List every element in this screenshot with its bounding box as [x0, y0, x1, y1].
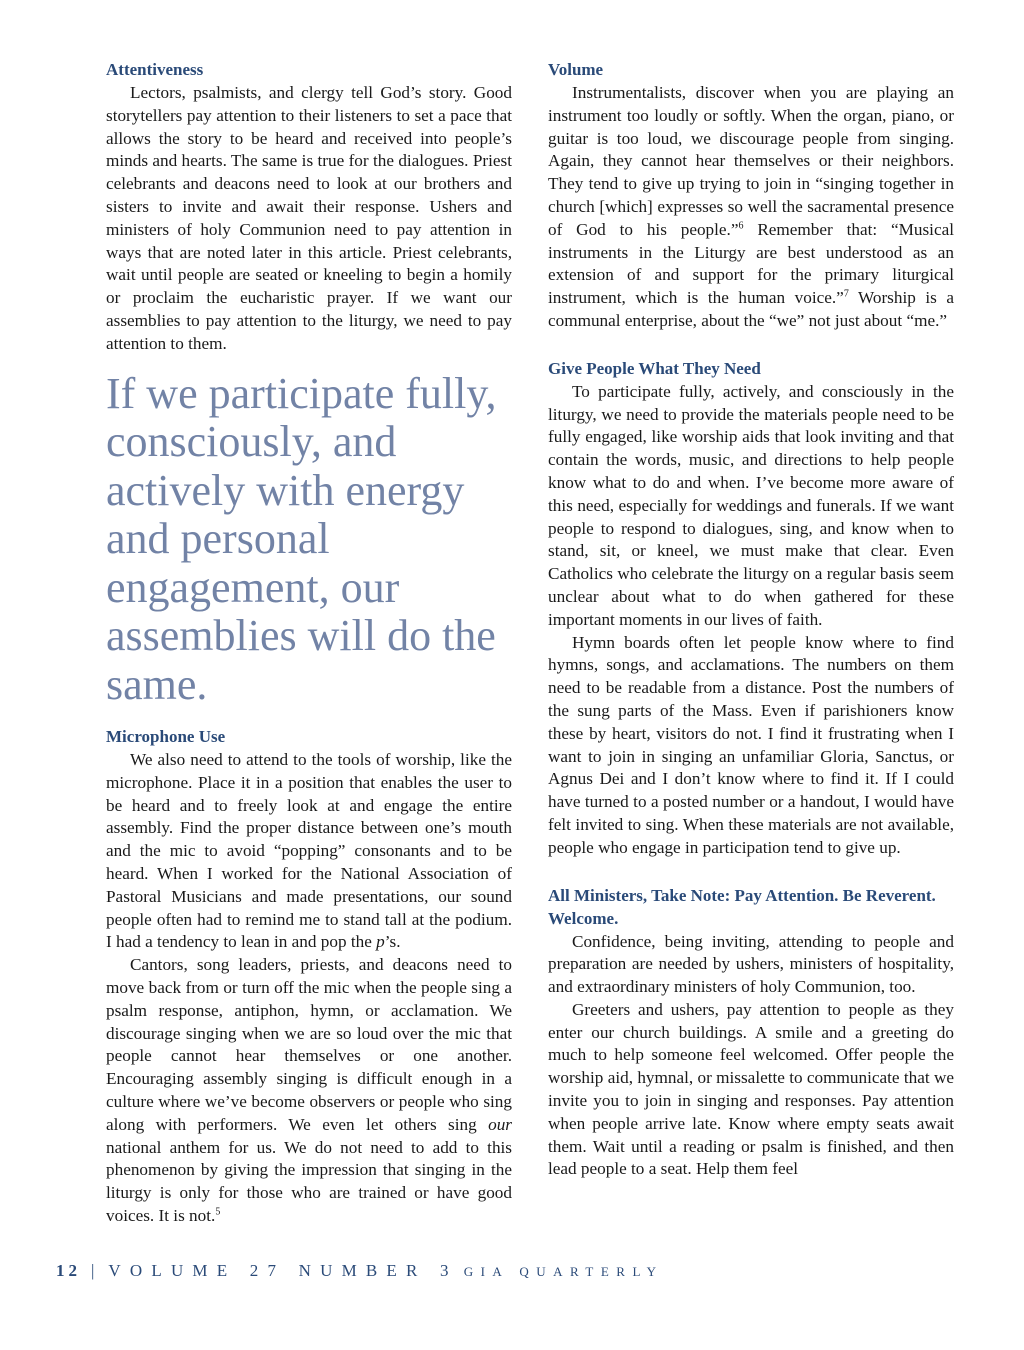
ministers-paragraph-2: Greeters and ushers, pay attention to people as they enter our church buildings. A smile and a greeting do much to help someone feel welcomed. Offer people the worship aid, hymnal, or missalette to communicate that we invite you to join in singing and responses. Pay attention when people arrive late. Know where empty seats await them. Wait until a reading or psalm is finished, and then lead people to a seat. Help them feel	[548, 999, 954, 1179]
footnote-ref: 6	[738, 220, 744, 232]
attentiveness-paragraph: Lectors, psalmists, and clergy tell God’s story. Good storytellers pay attention to their listeners to set a pace that allows the story to be heard and received into people’s minds and hearts. The same is true for the dialogues. Priest celebrants and deacons need to look at our brothers and sisters to invite and await their response. Ushers and ministers of holy Communion need to pay attention in ways that are noted later in this article. Priest celebrants, wait until people are seated or kneeling to begin a homily or proclaim the eucharistic prayer. If we want our assemblies to pay attention to the liturgy, we need to pay attention to them.	[106, 83, 512, 353]
footnote-ref: 5	[215, 1206, 221, 1218]
give-people-paragraph-2: Hymn boards often let people know where to find hymns, songs, and acclamations. The numbers on them need to be readable from a distance. Post the numbers of the sung parts of the Mass. Even if parishioners know these by heart, visitors do not. I find it frustrating when I want to join in singing an unfamiliar Gloria, Sanctus, or Agnus Dei and I don’t know where to find it. If I could have turned to a posted number or a handout, I would have felt invited to sing. When these materials are not available, people who engage in participation tend to give up.	[548, 632, 954, 857]
heading-volume: Volume	[548, 60, 604, 79]
left-column	[106, 58, 512, 1228]
heading-give-people: Give People What They Need	[548, 358, 761, 378]
pull-quote: If we participate fully, consciously, and actively with energy and personal engagement, our assemblies will do the same.	[106, 368, 497, 709]
heading-ministers: All Ministers, Take Note: Pay Attention. Be Reverent. Welcome.	[548, 885, 936, 928]
volume-issue: VOLUME 27 NUMBER 3	[108, 1261, 458, 1280]
page-footer	[56, 1261, 663, 1281]
page-number: 12	[56, 1261, 81, 1280]
give-people-paragraph-1: To participate fully, actively, and consciously in the liturgy, we need to provide the materials people need to be fully engaged, like worship aids that look inviting and that contain the words, music, and directions to help people know what to do and when. I’ve become more aware of this need, especially for weddings and funerals. If we want people to respond to dialogues, sing, and know when to stand, sit, or kneel, we must make that clear. Even Catholics who celebrate the liturgy on a regular basis seem unclear about what to do when gathered for these important moments in our lives of faith.	[548, 381, 954, 629]
microphone-paragraph-1: We also need to attend to the tools of worship, like the microphone. Place it in a position that enables the user to be heard and to freely look at and engage the entire assembly. Find the proper distance between one’s mouth and the mic to avoid “popping” consonants and to be heard. When I worked for the National Association of Pastoral Musicians and made presentations, our sound people often had to remind me to stand tall at the podium. I had a tendency to lean in and pop the p’s.	[106, 750, 512, 952]
heading-attentiveness: Attentiveness	[106, 60, 204, 79]
ministers-paragraph-1: Confidence, being inviting, attending to people and preparation are needed by ushers, ministers of hospitality, and extraordinary ministers of holy Communion, too.	[548, 931, 954, 997]
right-column	[548, 58, 954, 1181]
publication-name: GIA QUARTERLY	[463, 1264, 664, 1279]
heading-microphone-use: Microphone Use	[106, 727, 226, 747]
footer-separator: |	[91, 1261, 95, 1280]
microphone-paragraph-2: Cantors, song leaders, priests, and deacons need to move back from or turn off the mic when the people sing a psalm response, antiphon, hymn, or acclamation. We discourage singing when we are so loud over the mic that people cannot hear themselves or one another. Encouraging assembly singing is difficult enough in a culture where we’ve become observers or people who sing along with performers. We even let others sing our national anthem for us. We do not need to add to this phenomenon by giving the impression that singing in the liturgy is only for those who are trained or have good voices. It is not.$^5$	[106, 955, 512, 1225]
volume-paragraph: Instrumentalists, discover when you are playing an instrument too loudly or softly. When the organ, piano, or guitar is too loud, we discourage people from singing. Again, they cannot hear themselves or their neighbors. They tend to give up trying to join in “singing together in church [which] expresses so well the sacramental presence of God to his people.”$^6$ Remember that: “Musical instruments in the Liturgy are best understood as an extension of and support for the primary liturgical instrument, which is the human voice.”$^7$ Worship is a communal enterprise, about the “we” not just about “me.”	[548, 83, 954, 330]
footnote-ref: 7	[843, 288, 849, 300]
